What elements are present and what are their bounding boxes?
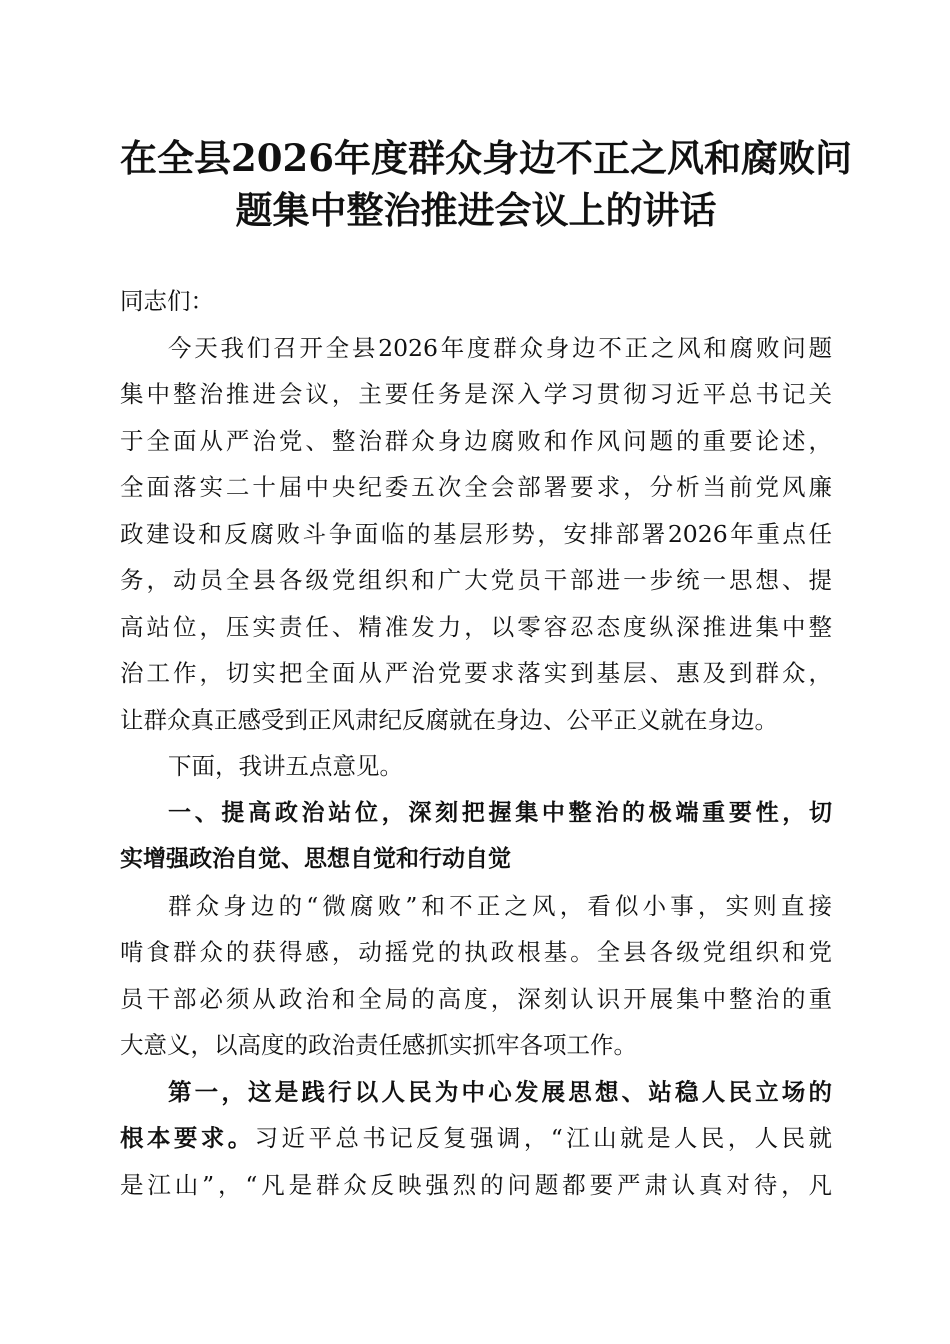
para1-line-7: 高站位，压实责任、精准发力，以零容忍态度纵深推进集中整 — [120, 612, 832, 641]
document-body — [120, 278, 832, 1208]
para1-line-6: 务，动员全县各级党组织和广大党员干部进一步统一思想、提 — [120, 566, 832, 594]
para3-line-4: 大意义，以高度的政治责任感抓实抓牢各项工作。 — [120, 1031, 637, 1059]
salutation: 同志们： — [120, 287, 214, 315]
para4-strong-part: 根本要求。 — [120, 1124, 255, 1152]
para3-line-1: 群众身边的“微腐败”和不正之风，看似小事，实则直接 — [168, 891, 832, 920]
title-line-2: 题集中整治推进会议上的讲话 — [235, 188, 717, 232]
heading1-line-2: 实增强政治自觉、思想自觉和行动自觉 — [120, 846, 511, 872]
title-line-1: 在全县2026年度群众身边不正之风和腐败问 — [120, 136, 852, 180]
para2: 下面，我讲五点意见。 — [168, 752, 403, 780]
para1-line-9: 让群众真正感受到正风肃纪反腐就在身边、公平正义就在身边。 — [120, 705, 778, 734]
para4-line-2 — [120, 1115, 832, 1162]
para1-line-8: 治工作，切实把全面从严治党要求落实到基层、惠及到群众， — [120, 659, 832, 687]
heading1-line-1: 一、提高政治站位，深刻把握集中整治的极端重要性，切 — [168, 799, 832, 826]
para4-rest: 习近平总书记反复强调，“江山就是人民，人民就 — [254, 1124, 833, 1152]
para1-line-2: 集中整治推进会议，主要任务是深入学习贯彻习近平总书记关 — [120, 380, 832, 408]
para3-line-2: 啃食群众的获得感，动摇党的执政根基。全县各级党组织和党 — [120, 938, 832, 966]
para4-line-3: 是江山”，“凡是群众反映强烈的问题都要严肃认真对待，凡 — [120, 1170, 832, 1199]
para4-line-1: 第一，这是践行以人民为中心发展思想、站稳人民立场的 — [168, 1077, 832, 1106]
para3-line-3: 员干部必须从政治和全局的高度，深刻认识开展集中整治的重 — [120, 984, 832, 1013]
para1-line-5: 政建设和反腐败斗争面临的基层形势，安排部署2026年重点任 — [120, 519, 832, 548]
document-title — [120, 132, 852, 236]
para1-line-3: 于全面从严治党、整治群众身边腐败和作风问题的重要论述， — [120, 426, 832, 455]
para1-line-4: 全面落实二十届中央纪委五次全会部署要求，分析当前党风廉 — [120, 473, 832, 501]
para1-line-1: 今天我们召开全县2026年度群众身边不正之风和腐败问题 — [168, 333, 832, 362]
